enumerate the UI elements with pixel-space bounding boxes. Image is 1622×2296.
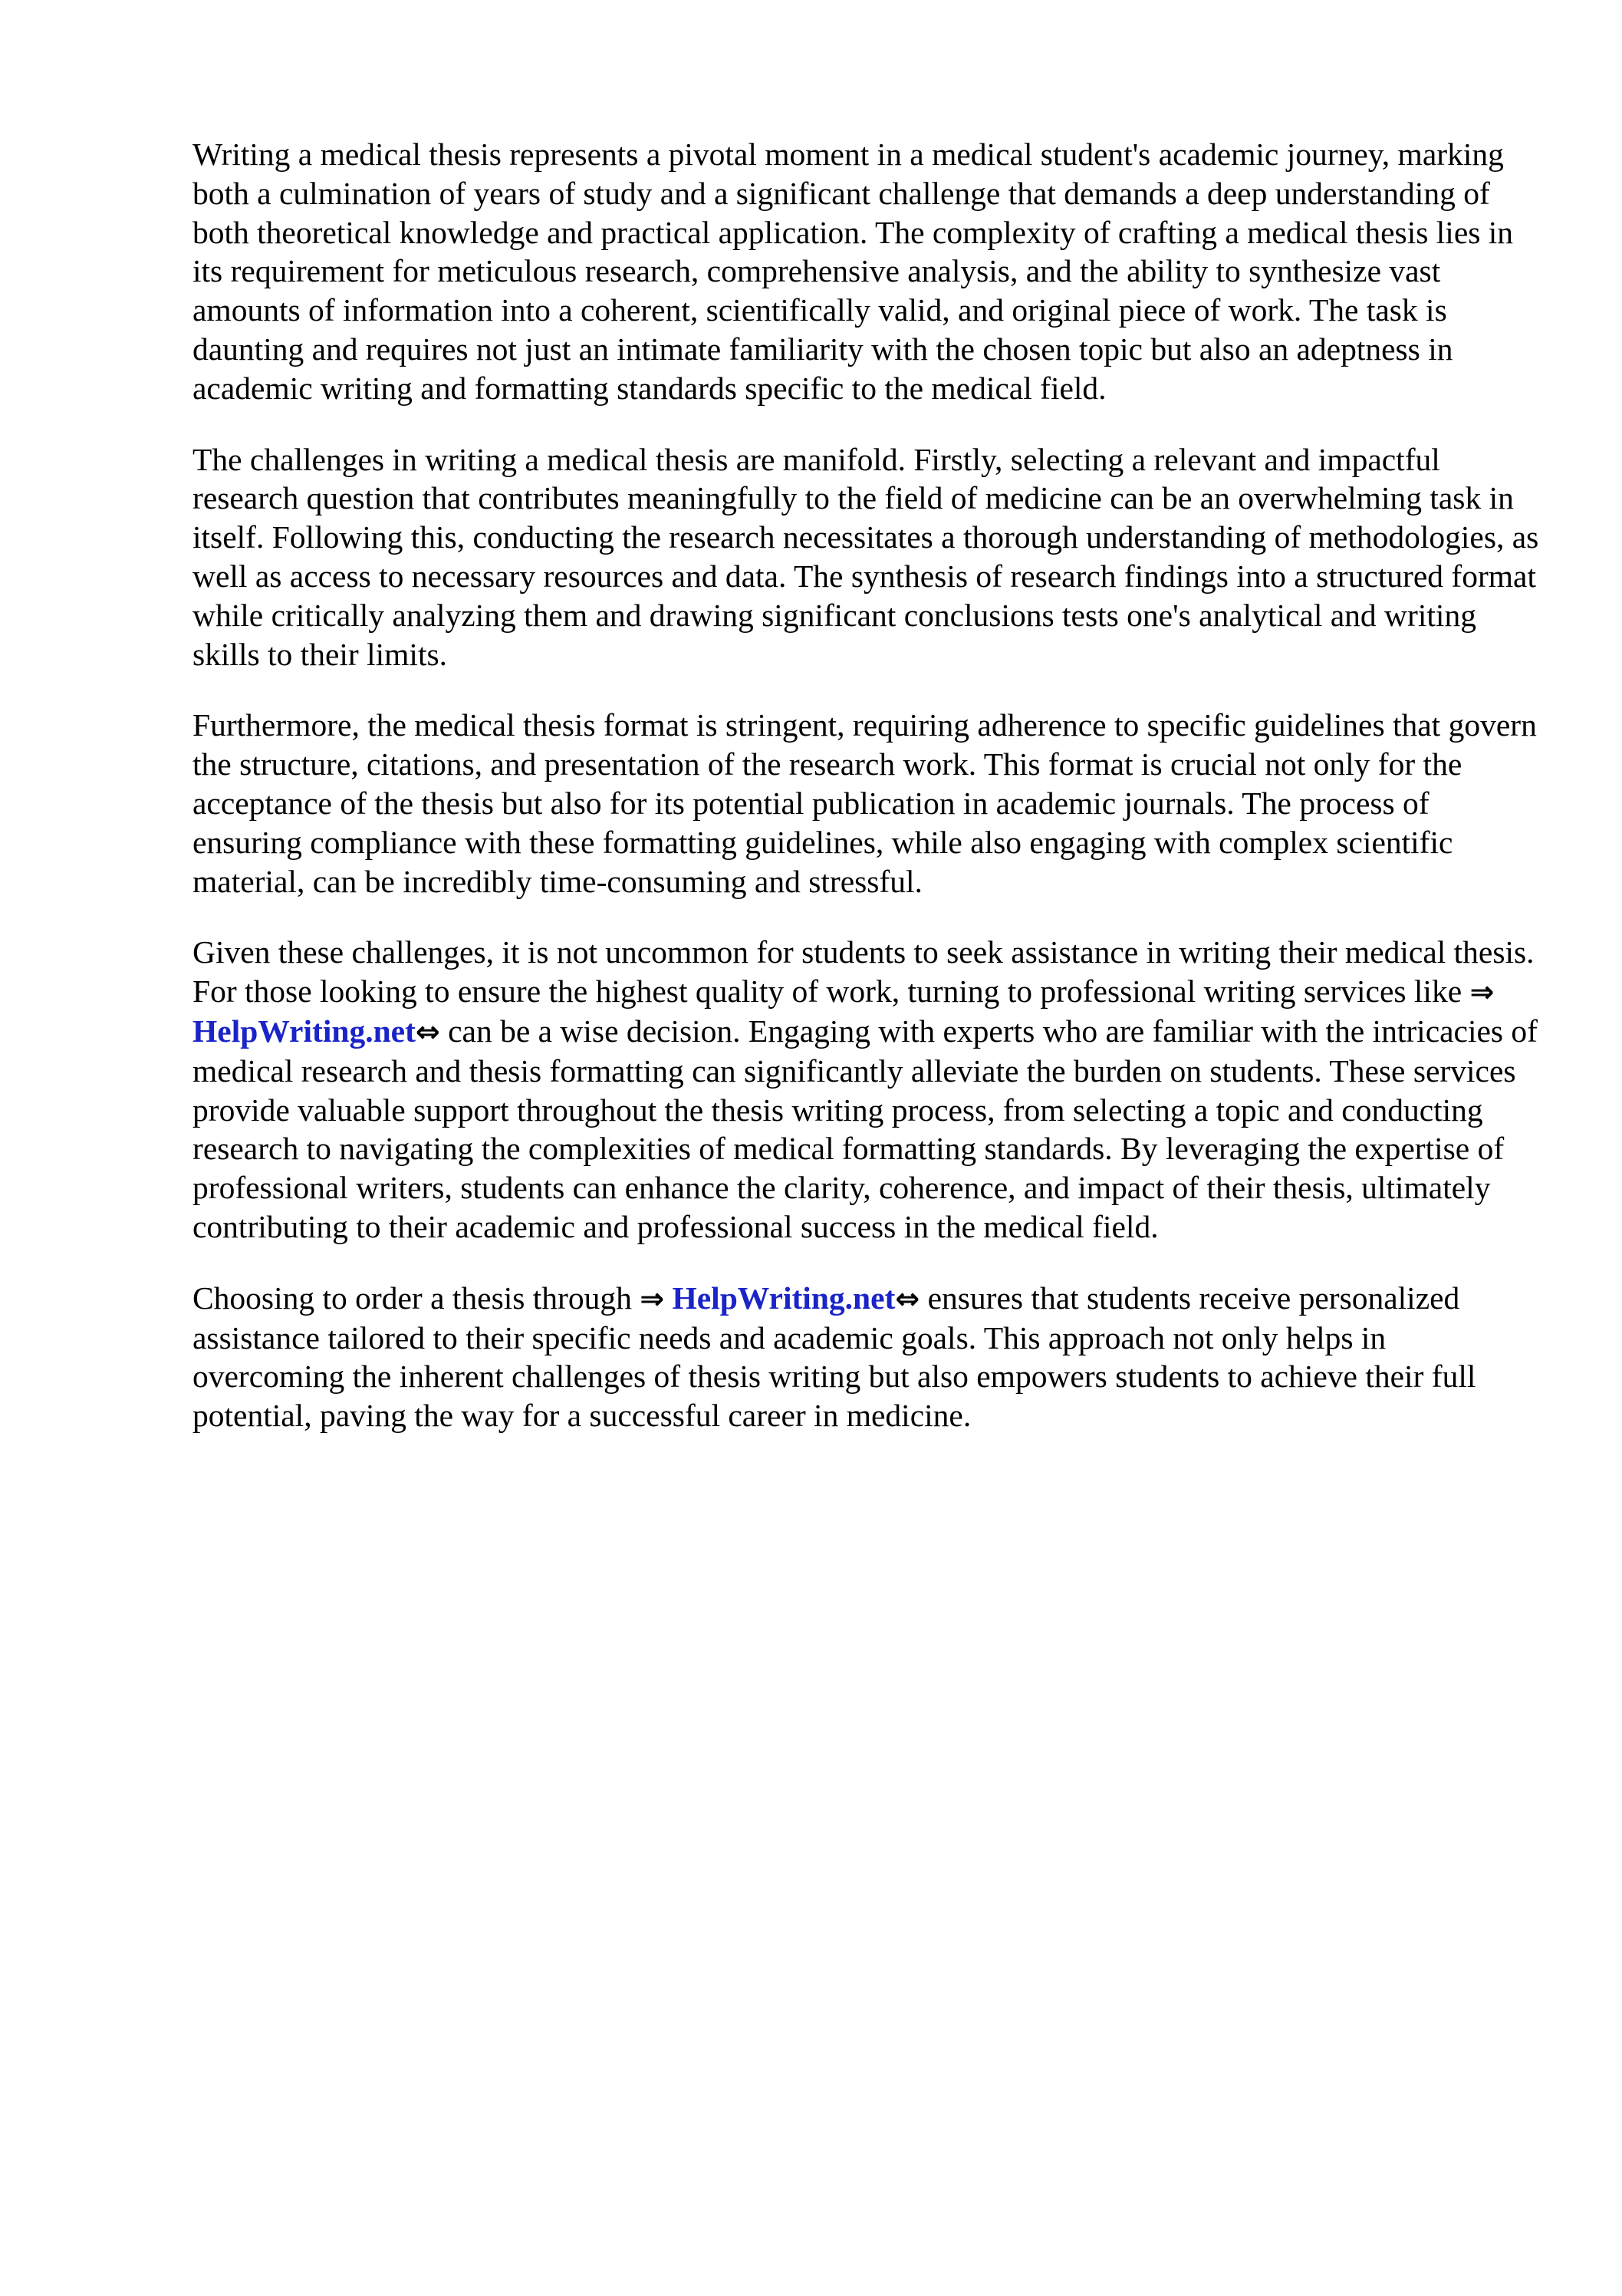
helpwriting-link[interactable]: HelpWriting.net — [192, 1013, 416, 1049]
paragraph-conclusion — [192, 1279, 1542, 1435]
paragraph-text: Writing a medical thesis represents a pivotal moment in a medical student's academic journey, marking both a culmination of years of study and a significant challenge that demands a deep understanding of both theoretical knowledge and practical application. The complexity of crafting a medical thesis lies in its requirement for meticulous research, comprehensive analysis, and the ability to synthesize vast amounts of information into a coherent, scientifically valid, and original piece of work. The task is daunting and requires not just an intimate familiarity with the chosen topic but also an adeptness in academic writing and formatting standards specific to the medical field. — [192, 137, 1514, 406]
paragraph-format — [192, 706, 1542, 901]
document-body — [192, 135, 1542, 1468]
paragraph-text-after: can be a wise decision. Engaging with experts who are familiar with the intricacies of medical research and thesis formatting can significantly alleviate the burden on students. These services provide valuable support throughout the thesis writing process, from selecting a topic and conducting research to navigating the complexities of medical formatting standards. By leveraging the expertise of professional writers, students can enhance the clarity, coherence, and impact of their thesis, ultimately contributing to their academic and professional success in the medical field. — [192, 1013, 1538, 1244]
paragraph-intro — [192, 135, 1542, 408]
right-double-arrow-icon: ⇒ — [1469, 975, 1495, 1010]
paragraph-text-after: ensures that students receive personalized assistance tailored to their specific needs and academic goals. This approach not only helps in overcoming the inherent challenges of thesis writing but also empowers students to achieve their full potential, paving the way for a successful career in medicine. — [192, 1280, 1476, 1434]
left-right-double-arrow-icon: ⇔ — [415, 1014, 440, 1049]
left-right-double-arrow-icon: ⇔ — [895, 1281, 920, 1316]
paragraph-challenges — [192, 440, 1542, 674]
paragraph-text: Furthermore, the medical thesis format is stringent, requiring adherence to specific guidelines that govern the structure, citations, and presentation of the research work. This format is crucial not only for the acceptance of the thesis but also for its potential publication in academic journals. The process of ensuring compliance with these formatting guidelines, while also engaging with complex scientific material, can be incredibly time-consuming and stressful. — [192, 707, 1537, 899]
helpwriting-link[interactable]: HelpWriting.net — [672, 1280, 896, 1316]
paragraph-text: The challenges in writing a medical thesis are manifold. Firstly, selecting a relevant and impactful research question that contributes meaningfully to the field of medicine can be an overwhelming task in itself. Following this, conducting the research necessitates a thorough understanding of methodologies, as well as access to necessary resources and data. The synthesis of research findings into a structured format while critically analyzing them and drawing significant conclusions tests one's analytical and writing skills to their limits. — [192, 441, 1539, 672]
paragraph-text-before: Choosing to order a thesis through — [192, 1280, 640, 1316]
paragraph-text-before: Given these challenges, it is not uncommon for students to seek assistance in writing their medical thesis. For those looking to ensure the highest quality of work, turning to professional writing services like — [192, 934, 1535, 1010]
paragraph-assistance — [192, 933, 1542, 1246]
right-double-arrow-icon: ⇒ — [640, 1281, 665, 1316]
